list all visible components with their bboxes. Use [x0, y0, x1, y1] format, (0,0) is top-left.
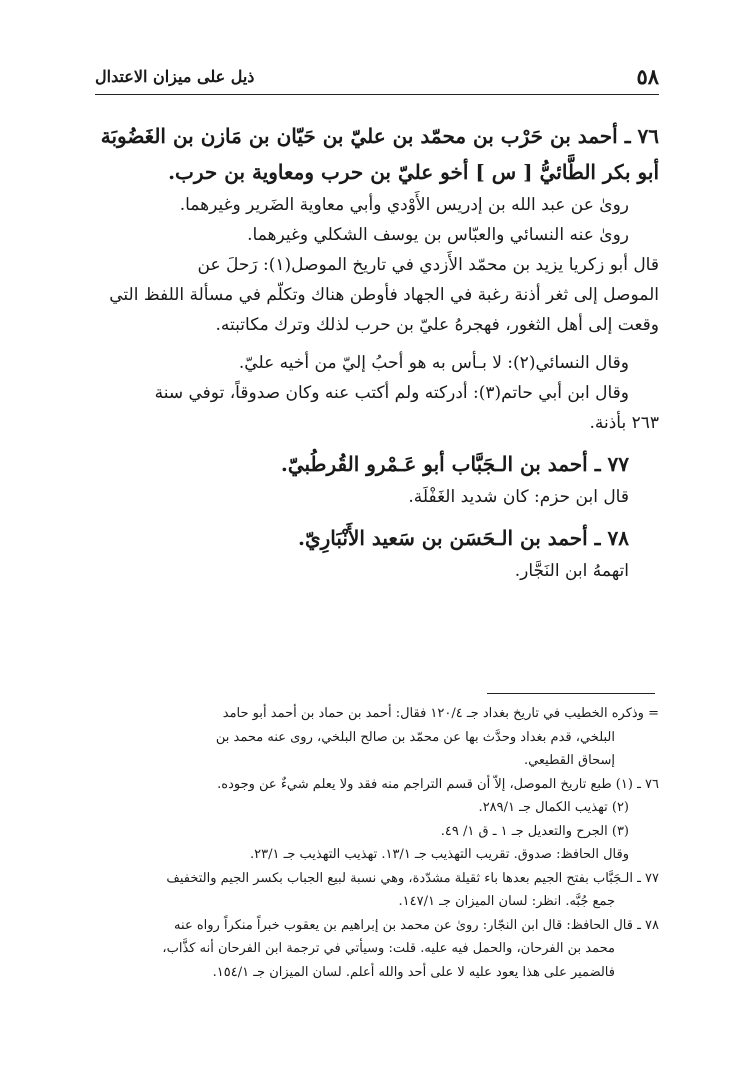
- footnote-separator: [487, 693, 655, 694]
- text-line: قال ابن حزم: كان شديد الغَفْلَة.: [408, 487, 629, 507]
- footnote-line: (٢) تهذيب الكمال جـ ٢٨٩/١.: [478, 800, 629, 815]
- footnote-line: (٣) الجرح والتعديل جـ ١ ـ ق ١/ ٤٩.: [440, 823, 629, 839]
- text-line: [95, 438, 659, 446]
- text-line: ٧٧ ـ أحمد بن الـجَبَّاب أبو عَـمْرو القُرطُبيّ.: [280, 452, 629, 476]
- text-line: رویٰ عن عبد الله بن إدريس الأَوْدي وأبي معاوية الضَرير وغيرهما.: [179, 195, 629, 215]
- footnote-line: جمع جُبَّه. انظر: لسان الميزان جـ ١٤٧/١.: [398, 894, 615, 909]
- text-line: [95, 512, 659, 520]
- footnote-line: ٧٧ ـ الـجَبَّاب بفتح الجيم بعدها باء ثقيلة مشدّدة، وهي نسبة لبيع الجباب بكسر الجيم والتخفيف: [166, 870, 659, 886]
- text-line: ٧٨ ـ أحمد بن الـحَسَن بن سَعيد الأَنْبَارِيّ.: [297, 526, 629, 550]
- text-line: أبو بكر الطَّائيُّ [ س ] أخو عليّ بن حرب ومعاوية بن حرب.: [168, 160, 659, 184]
- text-line: الموصل إلى ثغر أذنة رغبة في الجهاد فأوطن هناك وتكلّم في مسألة اللفظ التي: [109, 285, 659, 305]
- footnote-line: ٧٨ ـ قال الحافظ: قال ابن النجّار: رویٰ عن محمد بن إبراهيم بن يعقوب خبراً منكراً رواه عنه: [174, 917, 659, 933]
- footnote-line: محمد بن الفرحان، والحمل فيه عليه. قلت: وسيأتي في ترجمة ابن الفرحان أنه كذَّاب،: [162, 941, 615, 956]
- text-line: قال أبو زكريا يزيد بن محمّد الأَزدي في تاريخ الموصل(١): رَحلَ عن: [197, 255, 659, 275]
- text-line: وقال ابن أبي حاتم(٣): أدركته ولم أكتب عنه وكان صدوقاً، توفي سنة: [154, 383, 629, 403]
- footnote-line: فالضمير على هذا يعود عليه لا على أحد والله أعلم. لسان الميزان جـ ١٥٤/١.: [212, 964, 615, 980]
- text-line: اتهمهُ ابن النَجَّار.: [514, 561, 629, 581]
- page-header: [95, 60, 659, 95]
- main-text: [95, 118, 659, 586]
- text-line: وقعت إلى أهل الثغور، فهجرهُ عليّ بن حرب لذلك وترك مكاتبته.: [215, 315, 659, 335]
- text-line: ٧٦ ـ أحمد بن حَرْب بن محمّد بن عليّ بن حَيّان بن مَازن بن الغَضُوبَة: [100, 124, 659, 148]
- running-title: ذيل على ميزان الاعتدال: [95, 67, 255, 86]
- footnote-line: البلخي، قدم بغداد وحدَّث بها عن محمّد بن صالح البلخي، روى عنه محمد بن: [215, 729, 615, 745]
- footnote-line: إسحاق القطيعي.: [523, 753, 615, 768]
- text-line: وقال النسائي(٢): لا بـأس به هو أحبُ إليّ من أخيه عليّ.: [238, 353, 629, 373]
- footnotes: [95, 702, 659, 984]
- footnote-line: وقال الحافظ: صدوق. تقريب التهذيب جـ ١٣/١. تهذيب التهذيب جـ ٢٣/١.: [249, 847, 629, 862]
- footnote-line: = وذكره الخطيب في تاريخ بغداد جـ ١٢٠/٤ فقال: أحمد بن حماد بن أحمد أبو حامد: [222, 706, 659, 721]
- page-number: ٥٨: [636, 64, 659, 89]
- text-line: رویٰ عنه النسائي والعبّاس بن يوسف الشكلي وغيرهما.: [247, 225, 629, 245]
- text-line: ٢٦٣ بأذنة.: [589, 413, 659, 433]
- text-line: [95, 340, 659, 348]
- footnote-line: ٧٦ ـ (١) طبع تاريخ الموصل، إلاّ أن قسم التراجم منه فقد ولا يعلم شيءٌ عن وجوده.: [217, 776, 659, 792]
